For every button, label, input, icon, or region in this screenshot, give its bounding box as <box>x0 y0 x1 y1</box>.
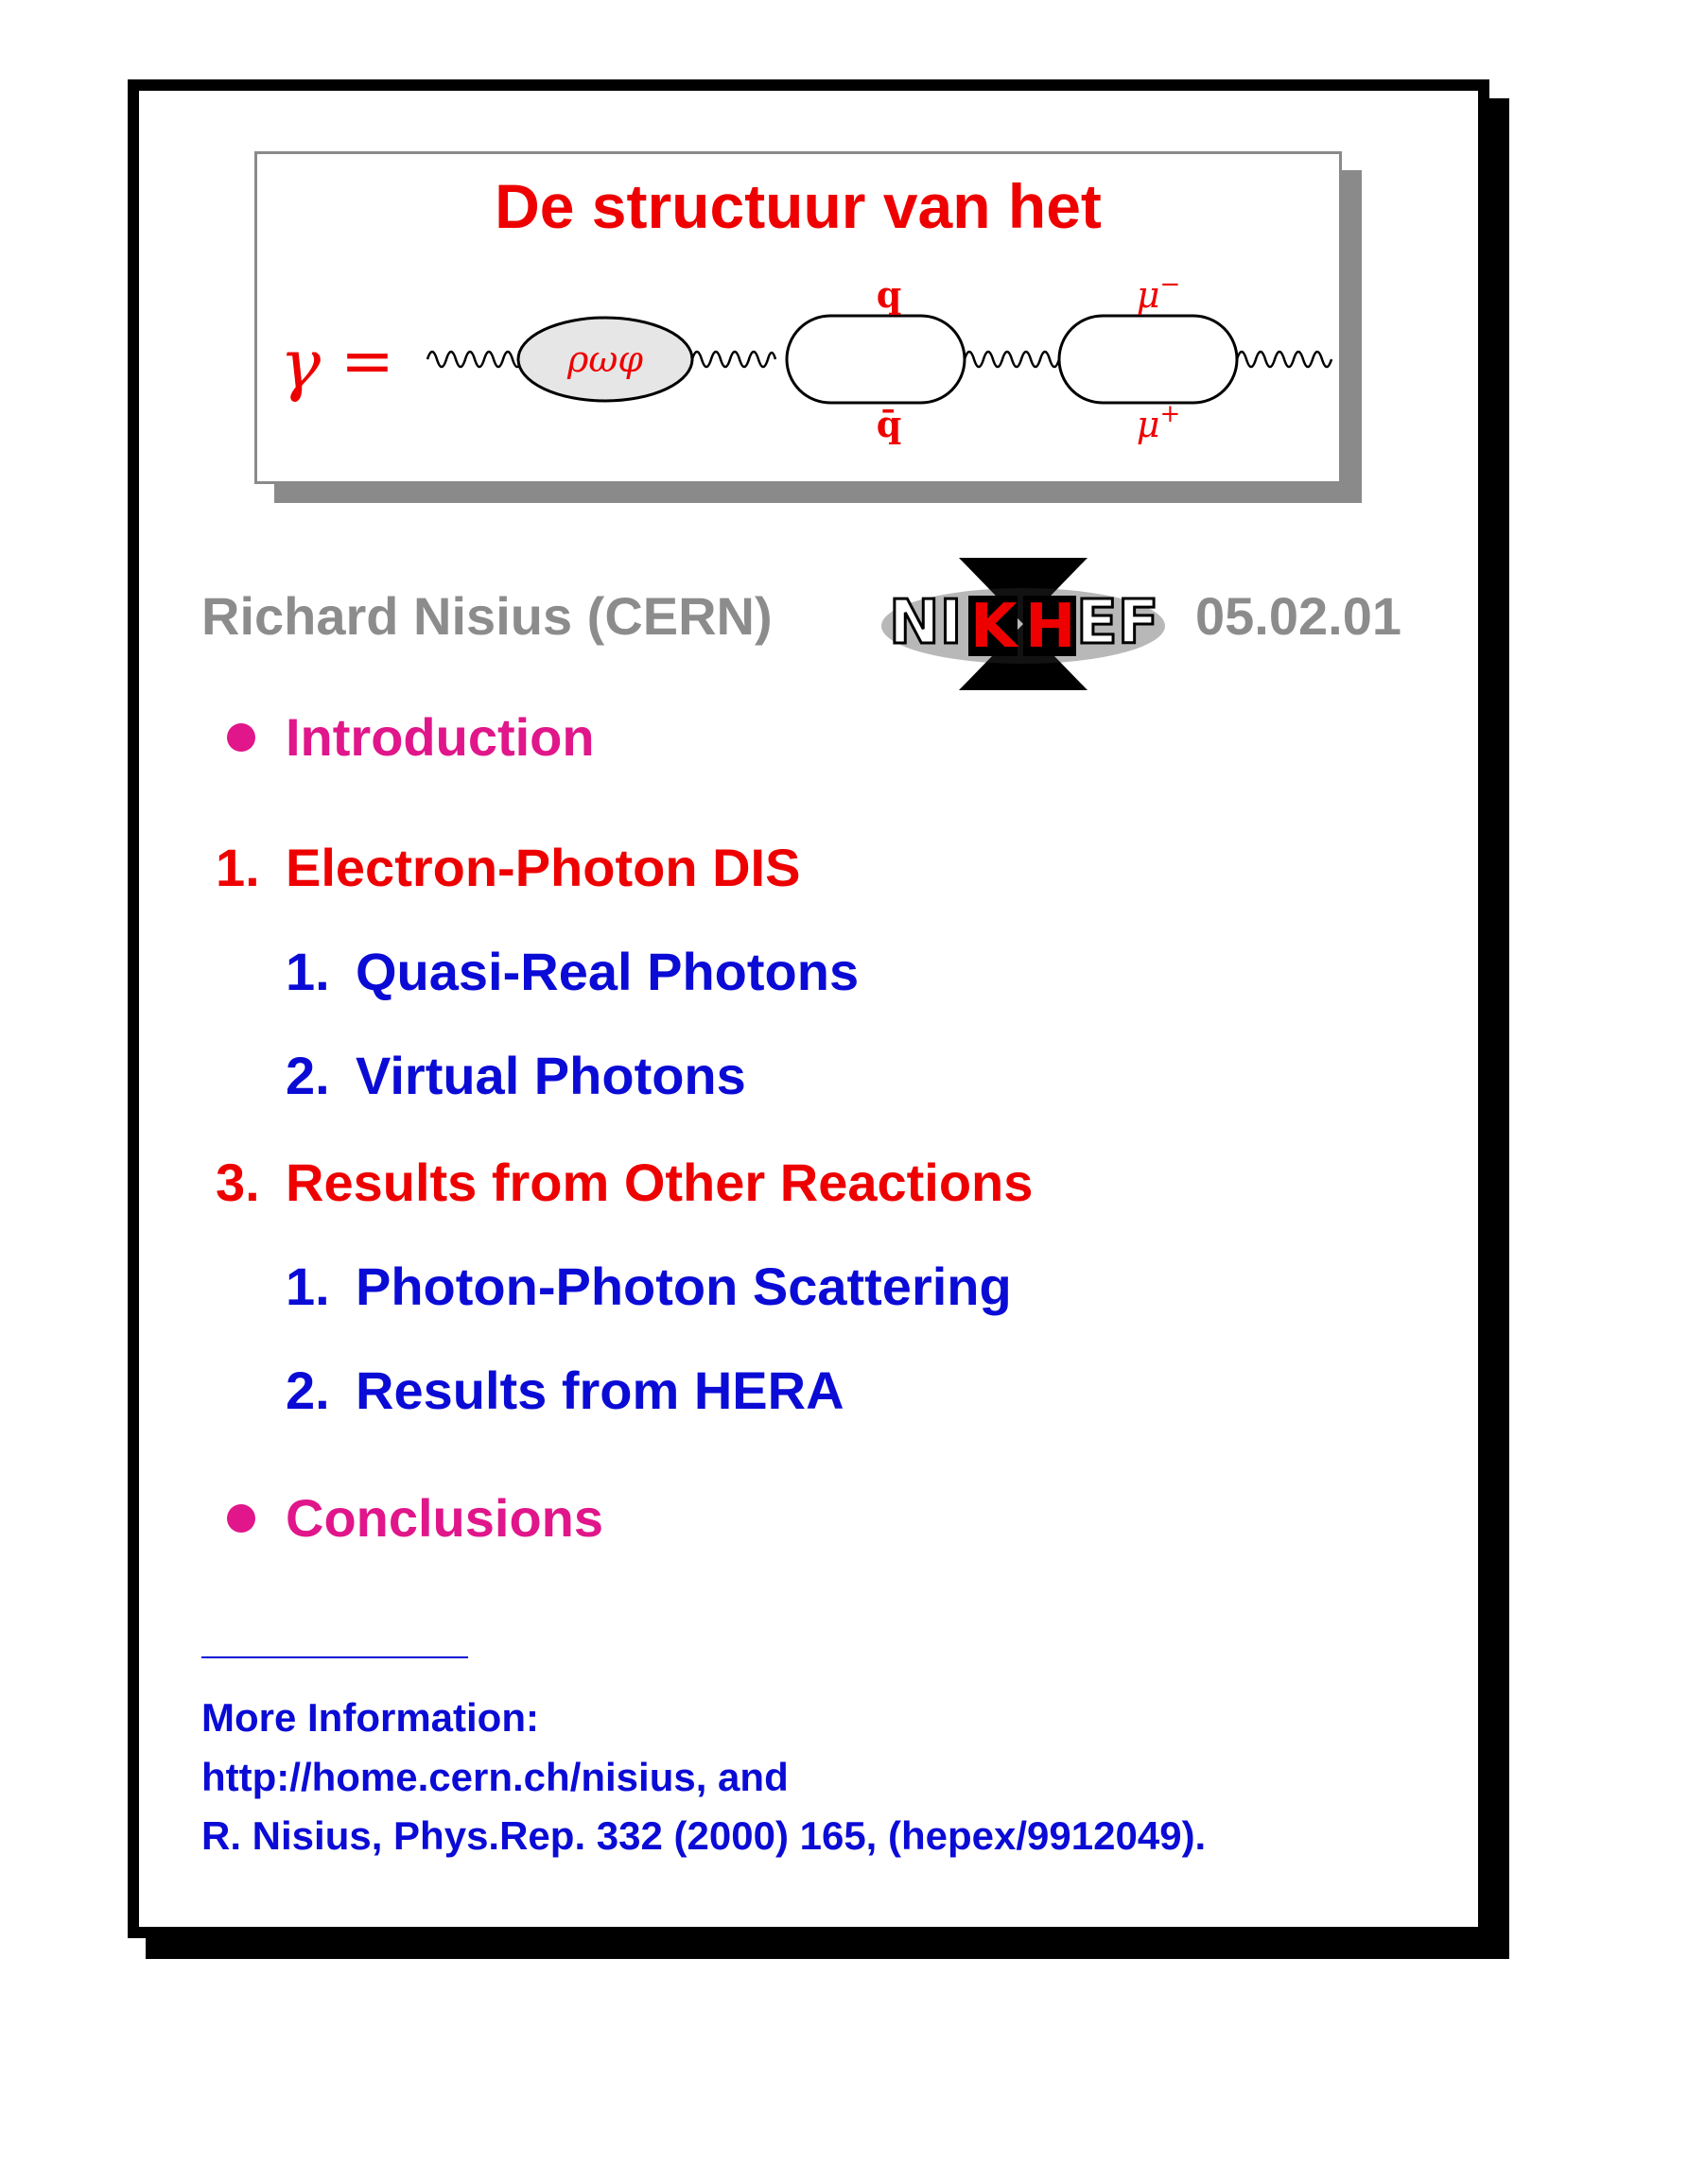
presentation-date: 05.02.01 <box>1195 586 1401 646</box>
footnote-url: http://home.cern.ch/nisius, and <box>201 1755 789 1799</box>
outline-conclusions-label: Conclusions <box>286 1488 604 1548</box>
quark-label: q <box>876 273 902 316</box>
muon-plus-label: μ+ <box>1136 400 1181 445</box>
footnote-heading: More Information: <box>201 1695 539 1740</box>
muon-minus-label: μ− <box>1136 270 1181 316</box>
quark-loop <box>787 316 965 403</box>
outline-subsection-1-2 <box>286 1043 746 1109</box>
bullet-dot <box>227 723 255 752</box>
vector-meson-label: ρωφ <box>567 338 643 380</box>
svg-text:EF: EF <box>1076 588 1159 658</box>
footnote-reference: R. Nisius, Phys.Rep. 332 (2000) 165, (hepex/9912049). <box>201 1813 1207 1858</box>
nikhef-logo <box>881 548 1165 700</box>
photon-wavy-line-4 <box>1237 352 1331 367</box>
muon-loop <box>1059 316 1237 403</box>
svg-text:NI: NI <box>889 588 963 658</box>
outline-section-3 <box>216 1150 1033 1216</box>
section-number: 3. <box>216 1153 260 1212</box>
gamma-symbol: γ <box>280 324 322 404</box>
antiquark-label: q̄ <box>876 403 902 445</box>
outline-introduction-label: Introduction <box>286 707 595 767</box>
photon-wavy-line-2 <box>692 352 775 367</box>
subsection-label: Virtual Photons <box>356 1046 746 1105</box>
subsection-label: Photon-Photon Scattering <box>356 1257 1012 1316</box>
equals-sign: = <box>340 324 394 399</box>
subsection-label: Quasi-Real Photons <box>356 942 860 1001</box>
outline-subsection-1-1 <box>286 939 859 1005</box>
footnote-rule <box>201 1656 468 1658</box>
outline-subsection-3-2 <box>286 1358 844 1424</box>
subsection-label: Results from HERA <box>356 1361 844 1420</box>
author-row <box>0 579 1688 673</box>
section-label: Electron-Photon DIS <box>286 838 801 897</box>
subsection-number: 1. <box>286 942 330 1001</box>
section-label: Results from Other Reactions <box>286 1153 1034 1212</box>
subsection-number: 2. <box>286 1361 330 1420</box>
outline-subsection-3-1 <box>286 1254 1012 1320</box>
outline-introduction <box>286 704 595 771</box>
subsection-number: 2. <box>286 1046 330 1105</box>
section-number: 1. <box>216 838 260 897</box>
subsection-number: 1. <box>286 1257 330 1316</box>
photon-wavy-line-3 <box>965 352 1059 367</box>
svg-text:H: H <box>1025 592 1076 662</box>
outline-conclusions <box>286 1485 603 1551</box>
author-name: Richard Nisius (CERN) <box>201 586 773 646</box>
outline-section-1 <box>216 835 800 901</box>
bullet-dot <box>227 1504 255 1533</box>
page-title: De structuur van het <box>495 171 1102 241</box>
svg-text:K: K <box>970 592 1018 662</box>
photon-structure-diagram <box>0 0 1688 529</box>
photon-wavy-line-1 <box>427 352 522 367</box>
